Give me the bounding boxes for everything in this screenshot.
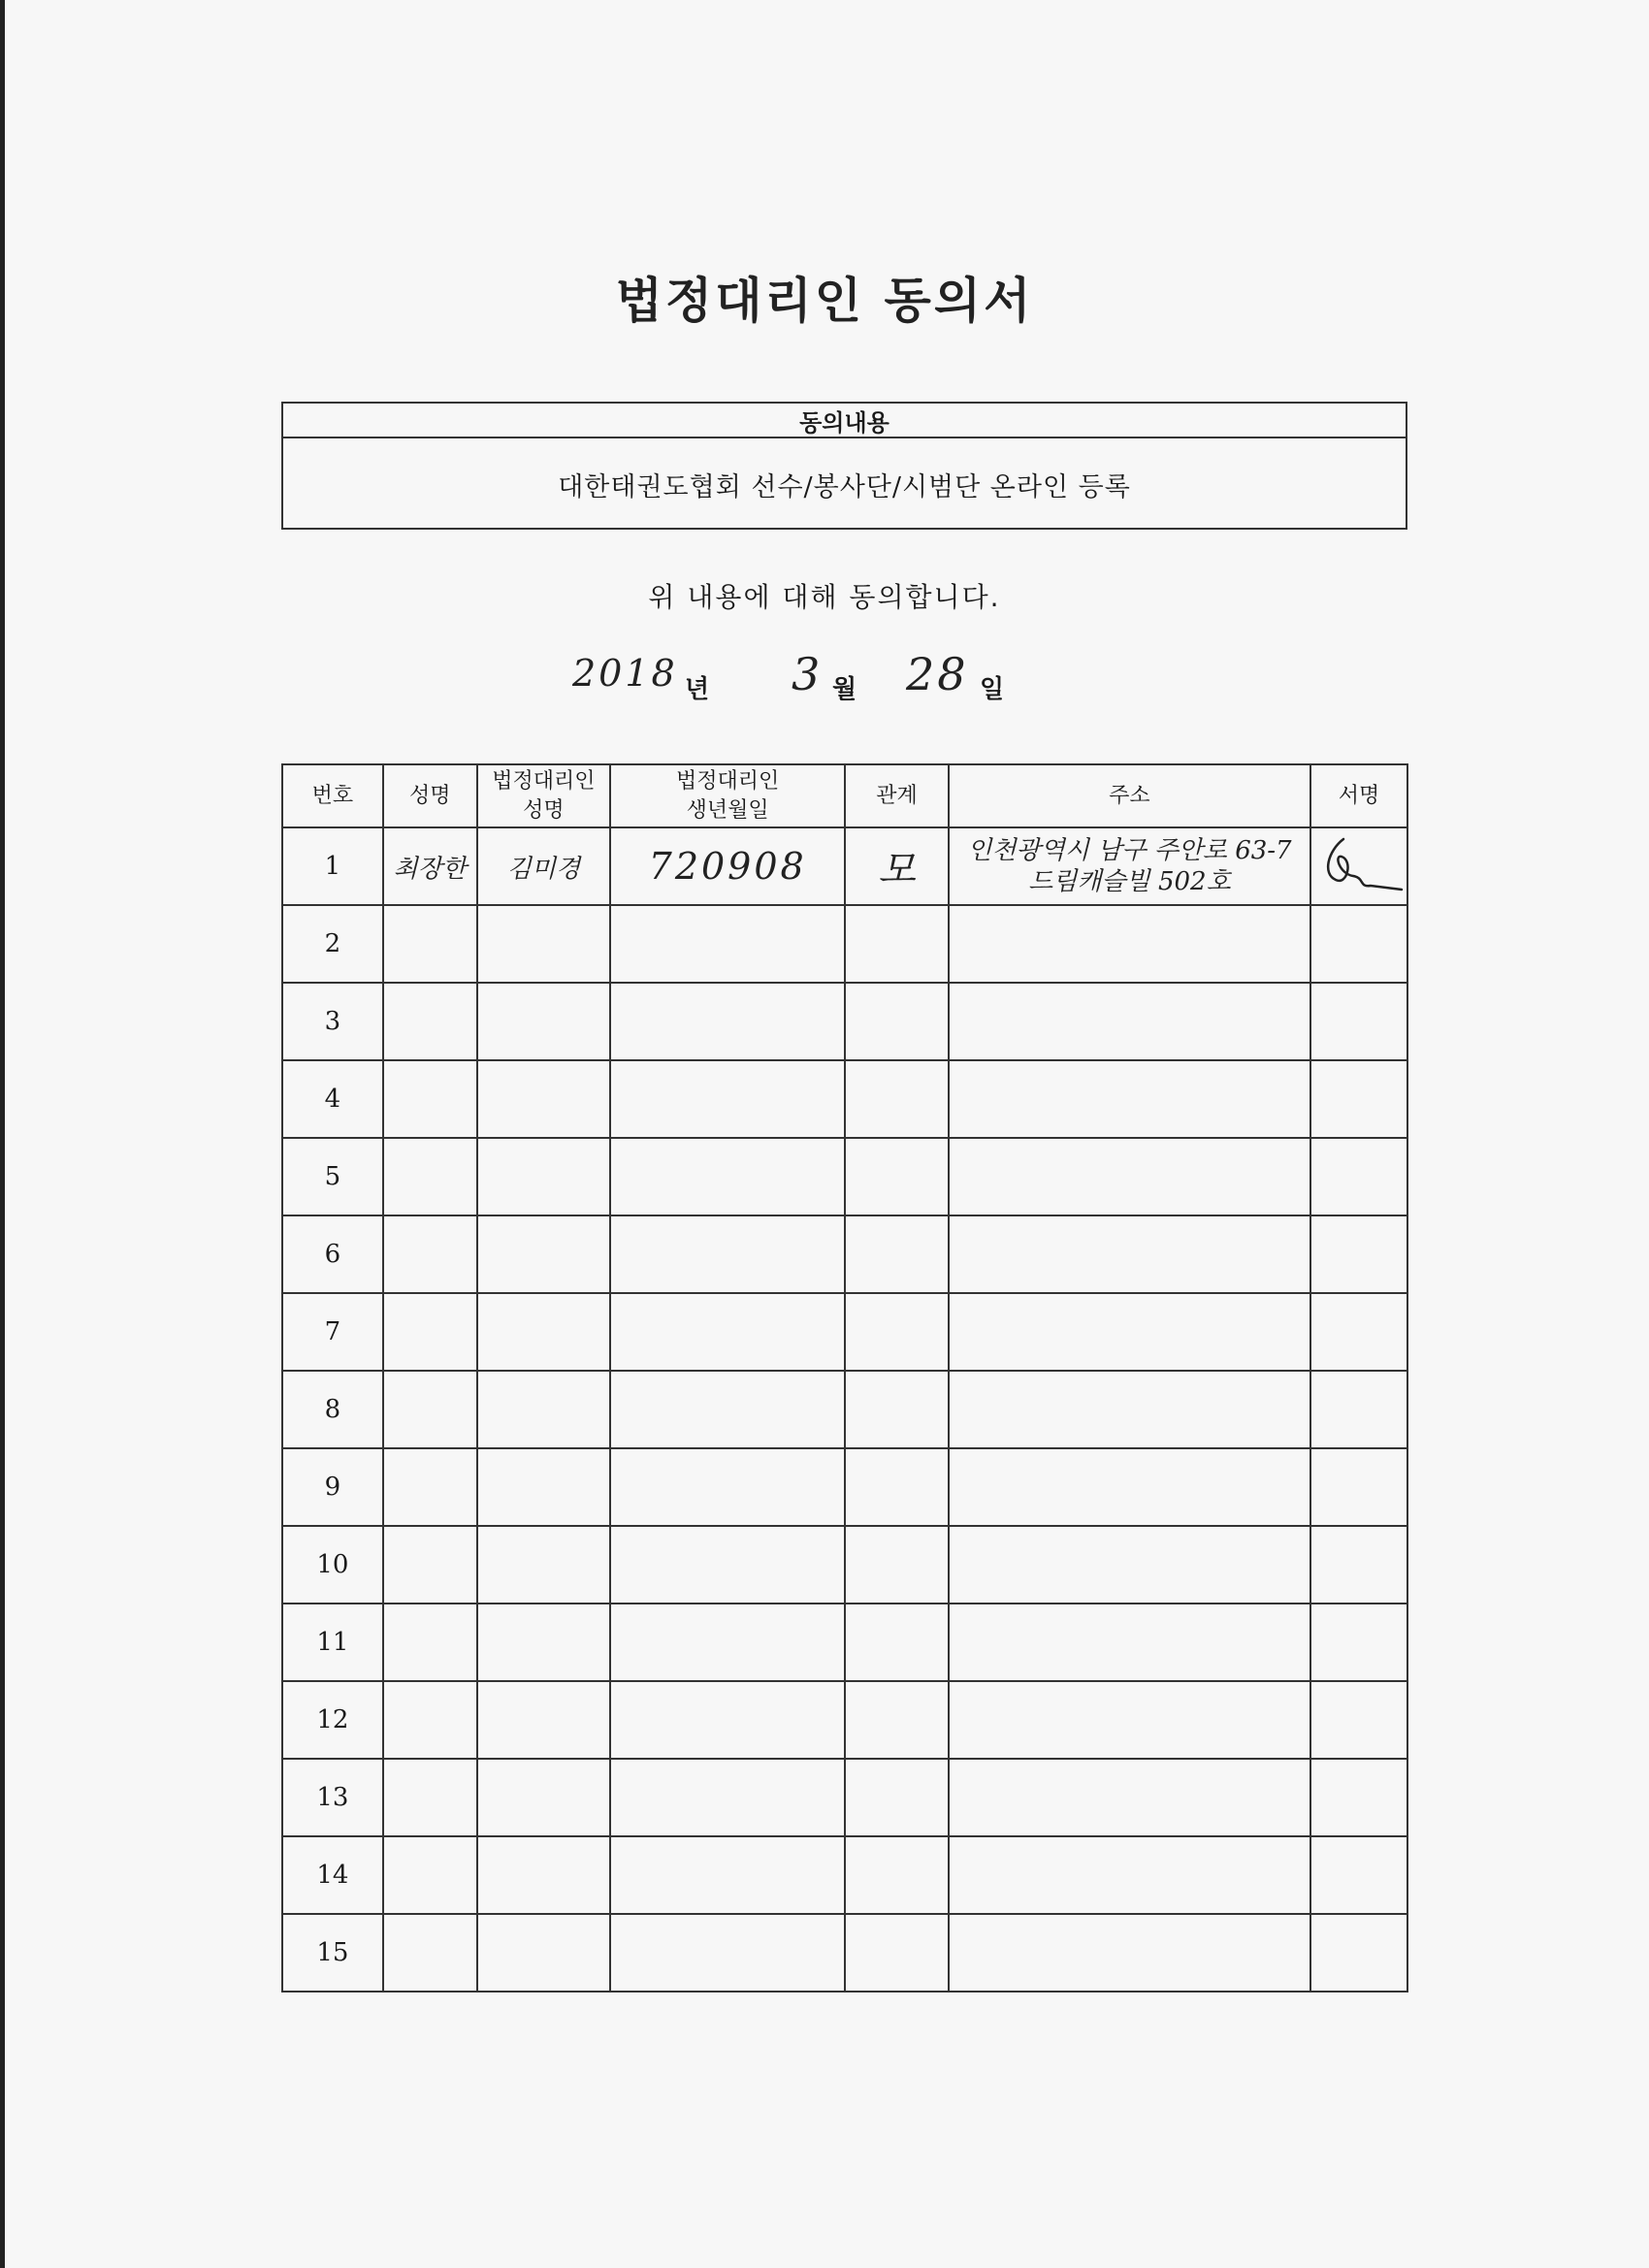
row-number: 6 [282,1215,383,1293]
empty-cell [845,905,949,983]
empty-cell [949,1293,1310,1371]
empty-cell [610,905,845,983]
empty-cell [949,1138,1310,1215]
empty-cell [949,1681,1310,1759]
table-row [282,1604,1407,1681]
table-row [282,905,1407,983]
empty-cell [383,983,477,1060]
date-month: 3 [792,648,824,700]
empty-cell [477,1836,611,1914]
row-number: 15 [282,1914,383,1992]
header-address: 주소 [949,764,1310,827]
empty-cell [383,1604,477,1681]
row-number: 3 [282,983,383,1060]
empty-cell [477,1681,611,1759]
header-guardian-birth [610,764,845,827]
empty-cell [383,1060,477,1138]
empty-cell [477,1448,611,1526]
empty-cell [1310,1215,1407,1293]
empty-cell [477,1759,611,1836]
header-guardian-birth-line1: 법정대리인 [676,768,780,794]
empty-cell [610,1215,845,1293]
empty-cell [383,905,477,983]
empty-cell [1310,1293,1407,1371]
empty-cell [610,1371,845,1448]
empty-cell [477,1060,611,1138]
empty-cell [383,1138,477,1215]
empty-cell [1310,1604,1407,1681]
empty-cell [845,1371,949,1448]
consent-content-box [281,402,1407,530]
empty-cell [383,1293,477,1371]
empty-cell [1310,983,1407,1060]
table-row [282,983,1407,1060]
row-number: 8 [282,1371,383,1448]
row-number: 11 [282,1604,383,1681]
empty-cell [1310,905,1407,983]
table-row [282,827,1407,905]
date-year: 2018 [572,652,678,695]
empty-cell [845,1215,949,1293]
header-number: 번호 [282,764,383,827]
empty-cell [845,1060,949,1138]
empty-cell [610,1914,845,1992]
empty-cell [845,1138,949,1215]
empty-cell [845,1836,949,1914]
empty-cell [1310,1526,1407,1604]
row-number: 12 [282,1681,383,1759]
empty-cell [845,1293,949,1371]
address-line-1: 인천광역시 남구 주안로 63-7 [967,836,1292,865]
empty-cell [949,1060,1310,1138]
empty-cell [610,1681,845,1759]
empty-cell [477,1138,611,1215]
date-line [0,648,1649,706]
empty-cell [477,905,611,983]
table-row [282,1215,1407,1293]
empty-cell [383,1371,477,1448]
date-year-unit: 년 [685,675,710,704]
empty-cell [949,1604,1310,1681]
empty-cell [1310,1060,1407,1138]
table-row [282,1293,1407,1371]
table-row [282,1371,1407,1448]
empty-cell [949,1914,1310,1992]
signature-cell [1310,827,1407,905]
empty-cell [845,1914,949,1992]
row-number: 14 [282,1836,383,1914]
empty-cell [1310,1371,1407,1448]
row-number: 2 [282,905,383,983]
header-guardian-name-line1: 법정대리인 [492,768,596,794]
empty-cell [477,1604,611,1681]
table-row [282,1138,1407,1215]
table-row [282,1759,1407,1836]
empty-cell [845,983,949,1060]
date-day: 28 [906,648,969,700]
empty-cell [845,1604,949,1681]
empty-cell [610,1060,845,1138]
row-number: 5 [282,1138,383,1215]
empty-cell [1310,1681,1407,1759]
table-header-row [282,764,1407,827]
row-number: 13 [282,1759,383,1836]
consent-content: 대한태권도협회 선수/봉사단/시범단 온라인 등록 [558,471,1131,502]
address [949,827,1310,905]
address-line-2: 드림캐슬빌 502호 [1028,867,1231,896]
header-relation: 관계 [845,764,949,827]
table-row [282,1060,1407,1138]
empty-cell [845,1526,949,1604]
row-number: 7 [282,1293,383,1371]
empty-cell [845,1448,949,1526]
empty-cell [949,1526,1310,1604]
empty-cell [383,1526,477,1604]
header-signature: 서명 [1310,764,1407,827]
empty-cell [383,1836,477,1914]
empty-cell [1310,1759,1407,1836]
empty-cell [610,983,845,1060]
empty-cell [610,1448,845,1526]
empty-cell [610,1759,845,1836]
row-number: 9 [282,1448,383,1526]
table-row [282,1836,1407,1914]
row-number: 10 [282,1526,383,1604]
empty-cell [383,1759,477,1836]
empty-cell [477,1371,611,1448]
empty-cell [610,1526,845,1604]
table-row [282,1681,1407,1759]
empty-cell [383,1914,477,1992]
document-title: 법정대리인 동의서 [615,273,1034,329]
empty-cell [610,1836,845,1914]
empty-cell [1310,1448,1407,1526]
relation: 모 [845,827,949,905]
empty-cell [949,1448,1310,1526]
handwritten-signature [1314,831,1404,895]
header-guardian-name [477,764,611,827]
empty-cell [845,1681,949,1759]
empty-cell [477,983,611,1060]
empty-cell [1310,1138,1407,1215]
guardian-birthdate: 720908 [610,827,845,905]
table-row [282,1448,1407,1526]
row-number: 4 [282,1060,383,1138]
participant-name: 최장한 [383,827,477,905]
date-day-unit: 일 [980,675,1005,704]
consent-header: 동의내용 [283,404,1406,438]
empty-cell [949,1371,1310,1448]
guardian-name: 김미경 [477,827,611,905]
empty-cell [949,983,1310,1060]
header-guardian-birth-line2: 생년월일 [686,797,769,823]
empty-cell [477,1914,611,1992]
empty-cell [610,1138,845,1215]
empty-cell [949,1215,1310,1293]
guardian-roster-table [281,763,1408,1993]
empty-cell [1310,1836,1407,1914]
empty-cell [477,1526,611,1604]
empty-cell [383,1215,477,1293]
empty-cell [1310,1914,1407,1992]
empty-cell [477,1215,611,1293]
date-month-unit: 월 [832,675,857,704]
header-guardian-name-line2: 성명 [523,797,565,823]
empty-cell [949,1759,1310,1836]
empty-cell [383,1681,477,1759]
empty-cell [949,905,1310,983]
table-row [282,1526,1407,1604]
empty-cell [845,1759,949,1836]
agreement-statement: 위 내용에 대해 동의합니다. [648,581,1001,613]
header-name: 성명 [383,764,477,827]
empty-cell [610,1293,845,1371]
row-number: 1 [282,827,383,905]
empty-cell [477,1293,611,1371]
empty-cell [949,1836,1310,1914]
empty-cell [383,1448,477,1526]
empty-cell [610,1604,845,1681]
table-row [282,1914,1407,1992]
